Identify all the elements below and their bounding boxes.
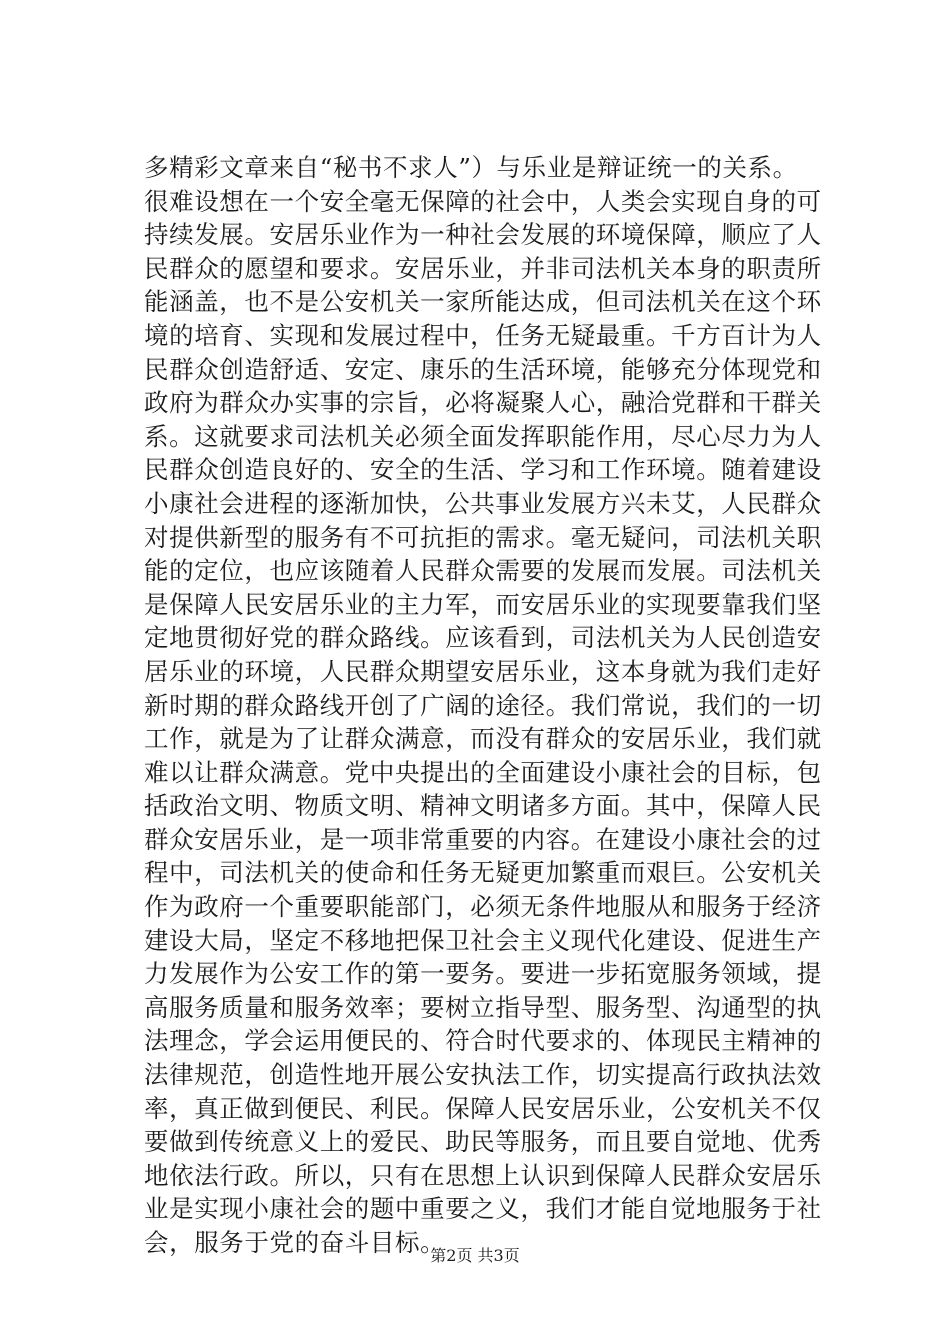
text-line: 民群众创造舒适、安定、康乐的生活环境，能够充分体现党和 (144, 354, 822, 384)
text-line: 能的定位，也应该随着人民群众需要的发展而发展。司法机关 (144, 556, 822, 586)
text-line: 系。这就要求司法机关必须全面发挥职能作用，尽心尽力为人 (144, 421, 822, 451)
text-line: 法理念，学会运用便民的、符合时代要求的、体现民主精神的 (144, 1026, 822, 1056)
text-line: 多精彩文章来自“秘书不求人”）与乐业是辩证统一的关系。 (144, 153, 798, 182)
text-line: 群众安居乐业，是一项非常重要的内容。在建设小康社会的过 (144, 824, 822, 854)
text-line: 政府为群众办实事的宗旨，必将凝聚人心，融洽党群和干群关 (144, 388, 822, 418)
text-line: 境的培育、实现和发展过程中，任务无疑最重。千方百计为人 (144, 320, 822, 350)
text-line: 民群众创造良好的、安全的生活、学习和工作环境。随着建设 (144, 455, 822, 485)
text-line: 小康社会进程的逐渐加快，公共事业发展方兴未艾，人民群众 (144, 488, 822, 518)
text-line: 工作，就是为了让群众满意，而没有群众的安居乐业，我们就 (144, 724, 822, 754)
page-number-footer: 第2页 共3页 (430, 1246, 520, 1265)
text-line: 率，真正做到便民、利民。保障人民安居乐业，公安机关不仅 (144, 1093, 822, 1123)
text-line: 新时期的群众路线开创了广阔的途径。我们常说，我们的一切 (144, 690, 822, 720)
text-line: 是保障人民安居乐业的主力军，而安居乐业的实现要靠我们坚 (144, 589, 822, 619)
text-line: 定地贯彻好党的群众路线。应该看到，司法机关为人民创造安 (144, 623, 822, 653)
text-line: 要做到传统意义上的爱民、助民等服务，而且要自觉地、优秀 (144, 1127, 822, 1157)
text-line: 很难设想在一个安全毫无保障的社会中，人类会实现自身的可 (144, 186, 822, 216)
text-line: 持续发展。安居乐业作为一种社会发展的环境保障，顺应了人 (144, 220, 822, 250)
text-line: 高服务质量和服务效率；要树立指导型、服务型、沟通型的执 (144, 992, 822, 1022)
text-line: 建设大局，坚定不移地把保卫社会主义现代化建设、促进生产 (144, 925, 822, 955)
text-line: 作为政府一个重要职能部门，必须无条件地服从和服务于经济 (144, 892, 822, 922)
text-line: 居乐业的环境，人民群众期望安居乐业，这本身就为我们走好 (144, 656, 822, 686)
text-line: 难以让群众满意。党中央提出的全面建设小康社会的目标，包 (144, 757, 822, 787)
text-line: 能涵盖，也不是公安机关一家所能达成，但司法机关在这个环 (144, 287, 822, 317)
text-line: 法律规范，创造性地开展公安执法工作，切实提高行政执法效 (144, 1060, 822, 1090)
text-line: 程中，司法机关的使命和任务无疑更加繁重而艰巨。公安机关 (144, 858, 822, 888)
text-line: 民群众的愿望和要求。安居乐业，并非司法机关本身的职责所 (144, 253, 822, 283)
text-line: 对提供新型的服务有不可抗拒的需求。毫无疑问，司法机关职 (144, 522, 822, 552)
text-line: 力发展作为公安工作的第一要务。要进一步拓宽服务领域，提 (144, 959, 822, 989)
text-line: 括政治文明、物质文明、精神文明诸多方面。其中，保障人民 (144, 791, 822, 821)
text-line: 会，服务于党的奋斗目标。 (144, 1228, 446, 1257)
text-line: 业是实现小康社会的题中重要之义，我们才能自觉地服务于社 (144, 1194, 822, 1224)
body-text (144, 151, 824, 1260)
text-line: 地依法行政。所以，只有在思想上认识到保障人民群众安居乐 (144, 1160, 822, 1190)
